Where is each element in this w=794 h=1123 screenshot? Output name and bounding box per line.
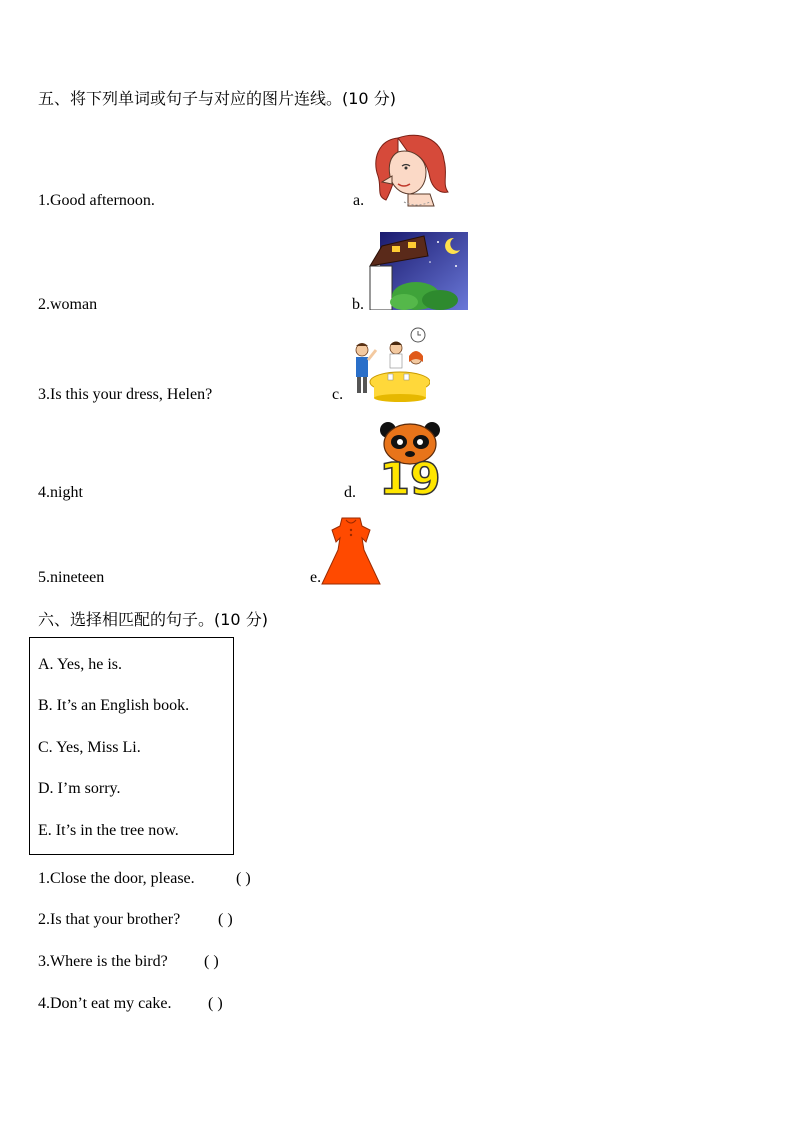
question-4: 4.Don’t eat my cake. bbox=[38, 995, 172, 1012]
people-at-table-image bbox=[348, 326, 430, 402]
option-e: E. It’s in the tree now. bbox=[38, 822, 179, 839]
question-1: 1.Close the door, please. bbox=[38, 870, 195, 887]
picture-letter-d: d. bbox=[344, 484, 356, 501]
question-3: 3.Where is the bird? bbox=[38, 953, 168, 970]
match-item-2: 2.woman bbox=[38, 296, 98, 313]
picture-letter-c: c. bbox=[332, 386, 344, 403]
picture-letter-e: e. bbox=[310, 569, 322, 586]
section-6-heading: 六、选择相匹配的句子。(10 分) bbox=[38, 610, 268, 629]
picture-letter-b: b. bbox=[352, 296, 364, 313]
question-2: 2.Is that your brother? bbox=[38, 911, 181, 928]
panda-number-19-image bbox=[366, 420, 454, 500]
option-c: C. Yes, Miss Li. bbox=[38, 739, 141, 756]
picture-letter-a: a. bbox=[353, 192, 365, 209]
answer-blank-2[interactable]: ( ) bbox=[218, 911, 233, 928]
house-at-night-image bbox=[368, 232, 468, 310]
match-item-4: 4.night bbox=[38, 484, 83, 501]
option-a: A. Yes, he is. bbox=[38, 656, 123, 673]
answer-blank-4[interactable]: ( ) bbox=[208, 995, 223, 1012]
match-item-1: 1.Good afternoon. bbox=[38, 192, 155, 209]
match-item-3: 3.Is this your dress, Helen? bbox=[38, 386, 213, 403]
option-d: D. I’m sorry. bbox=[38, 780, 121, 797]
woman-portrait-image bbox=[368, 130, 454, 208]
match-item-5: 5.nineteen bbox=[38, 569, 105, 586]
section-5-heading: 五、将下列单词或句子与对应的图片连线。(10 分) bbox=[38, 89, 396, 108]
option-b: B. It’s an English book. bbox=[38, 697, 190, 714]
number-19-label: 19 bbox=[379, 454, 441, 500]
red-dress-image bbox=[320, 516, 382, 586]
answer-blank-3[interactable]: ( ) bbox=[204, 953, 219, 970]
answer-blank-1[interactable]: ( ) bbox=[236, 870, 251, 887]
